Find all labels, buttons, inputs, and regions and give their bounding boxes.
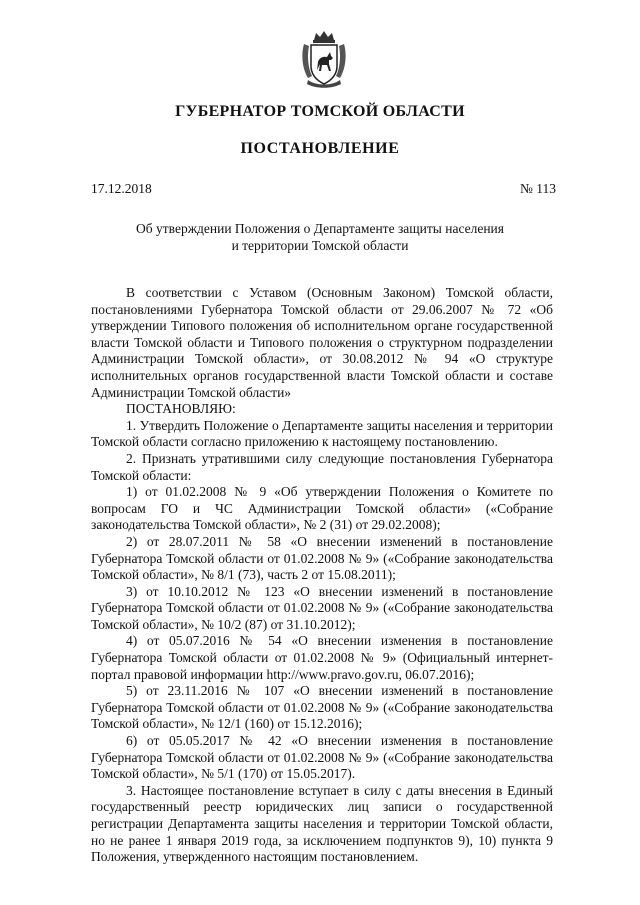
item-1-paragraph: 1. Утвердить Положение о Департаменте защиты населения и территории Томской области согласно приложению к настоящему постановлению. (91, 417, 553, 450)
item-2-paragraph: 2. Признать утратившими силу следующие постановления Губернатора Томской области: (91, 450, 553, 483)
subitem-6-paragraph: 6) от 05.05.2017 № 42 «О внесении изменения в постановление Губернатора Томской области от 01.02.2008 № 9» («Собрание законодательства Томской области», № 5/1 (170) от 15.05.2017). (91, 733, 553, 782)
subitem-4-paragraph: 4) от 05.07.2016 № 54 «О внесении изменения в постановление Губернатора Томской области от 01.02.2008 № 9» (Официальный интернет-портал правовой информации http://www.pravo.gov.ru, 06.07.2016); (91, 633, 553, 682)
document-date: 17.12.2018 (91, 181, 152, 196)
subitem-3-paragraph: 3) от 10.10.2012 № 123 «О внесении изменений в постановление Губернатора Томской области от 01.02.2008 № 9» («Собрание законодательства Томской области», № 10/2 (87) от 31.10.2012); (91, 583, 553, 632)
item-3-paragraph: 3. Настоящее постановление вступает в силу с даты внесения в Единый государственный реестр юридических лиц записи о государственной регистрации Департамента защиты населения и территории Томской области, но не ранее 1 января 2019 года, за исключением подпунктов 9), 10) пункта 9 Положения, утвержденного настоящим постановлением. (91, 782, 553, 865)
subitem-5-paragraph: 5) от 23.11.2016 № 107 «О внесении изменений в постановление Губернатора Томской области от 01.02.2008 № 9» («Собрание законодательства Томской области», № 12/1 (160) от 15.12.2016); (91, 683, 553, 732)
document-number: № 113 (519, 181, 556, 196)
subitem-1-paragraph: 1) от 01.02.2008 № 9 «Об утверждении Положения о Комитете по вопросам ГО и ЧС Администрации Томской области» («Собрание законодательства Томской области», № 2 (31) от 29.02.2008); (91, 484, 553, 533)
subject-line-2: и территории Томской области (231, 237, 409, 253)
document-type: ПОСТАНОВЛЕНИЕ (240, 140, 400, 157)
document-subject (120, 221, 520, 254)
subitem-2-paragraph: 2) от 28.07.2011 № 58 «О внесении изменений в постановление Губернатора Томской области от 01.02.2008 № 9» («Собрание законодательства Томской области», № 8/1 (73), часть 2 от 15.08.2011); (91, 533, 553, 583)
tomsk-coat-of-arms-icon (300, 30, 348, 90)
subject-line-1: Об утверждении Положения о Департаменте защиты населения (136, 221, 504, 236)
preamble-paragraph: В соответствии с Уставом (Основным Законом) Томской области, постановлениями Губернатора Томской области от 29.06.2007 № 72 «Об утверждении Типового положения об исполнительном органе государственной власти Томской области и Типового положения о структурном подразделении Администрации Томской области», от 30.08.2012 № 94 «О структуре исполнительных органов государственной власти Томской области и составе Администрации Томской области» (91, 285, 553, 400)
document-body (91, 285, 553, 866)
decree-word: ПОСТАНОВЛЯЮ: (126, 401, 236, 417)
issuing-authority: ГУБЕРНАТОР ТОМСКОЙ ОБЛАСТИ (175, 103, 465, 120)
